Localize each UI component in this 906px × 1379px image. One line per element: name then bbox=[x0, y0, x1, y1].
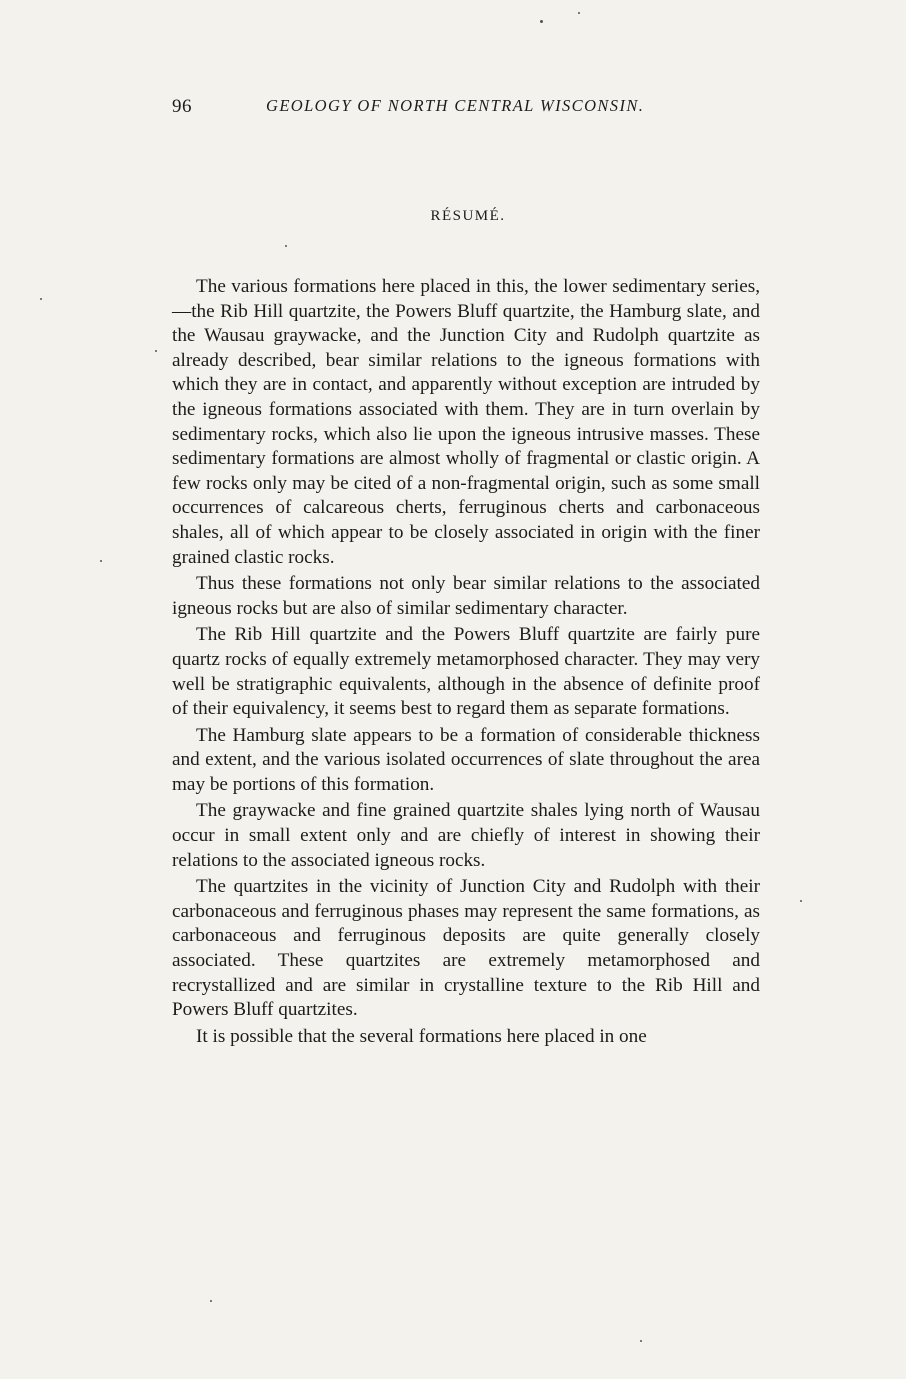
paragraph: The quartzites in the vicinity of Junction City and Rudolph with their carbonaceous and ferruginous phases may represent the same formations, as carbonaceous and ferruginous deposits are quite generally closely associated. These quartzites are extremely metamorphosed and recrystallized and are similar in crystalline texture to the Rib Hill and Powers Bluff quartzites. bbox=[172, 876, 760, 1021]
scan-speck bbox=[155, 350, 157, 352]
scan-speck bbox=[40, 298, 42, 300]
scan-speck bbox=[800, 900, 802, 902]
body-text bbox=[172, 275, 760, 1051]
paragraph: The Rib Hill quartzite and the Powers Bluff quartzite are fairly pure quartz rocks of equally extremely metamorphosed character. They may very well be stratigraphic equivalents, although in the absence of definite proof of their equivalency, it seems best to regard them as separate formations. bbox=[172, 624, 760, 720]
scan-speck bbox=[210, 1300, 212, 1302]
scan-speck bbox=[640, 1340, 642, 1342]
paragraph: The various formations here placed in this, the lower sedimentary series,—the Rib Hill quartzite, the Powers Bluff quartzite, the Hamburg slate, and the Wausau graywacke, and the Junction City and Rudolph quartzite as already described, bear similar relations to the igneous formations with which they are in contact, and apparently without exception are intruded by the igneous formations associated with them. They are in turn overlain by sedimentary rocks, which also lie upon the igneous intrusive masses. These sedimentary formations are almost wholly of fragmental or clastic origin. A few rocks only may be cited of a non-fragmental origin, such as some small occurrences of calcareous cherts, ferruginous cherts and carbonaceous shales, all of which appear to be closely associated in origin with the finer grained clastic rocks. bbox=[172, 276, 760, 568]
paragraph: The Hamburg slate appears to be a formation of considerable thickness and extent, and the various isolated occurrences of slate throughout the area may be portions of this formation. bbox=[172, 724, 760, 795]
page-number: 96 bbox=[172, 96, 192, 117]
scan-speck bbox=[578, 12, 580, 14]
scan-speck bbox=[285, 245, 287, 247]
paragraph: It is possible that the several formations here placed in one bbox=[196, 1025, 647, 1047]
scan-speck bbox=[540, 20, 543, 23]
scan-speck bbox=[100, 560, 102, 562]
running-header bbox=[172, 96, 762, 122]
paragraph: The graywacke and fine grained quartzite shales lying north of Wausau occur in small extent only and are chiefly of interest in showing their relations to the associated igneous rocks. bbox=[172, 800, 760, 871]
running-title: GEOLOGY OF NORTH CENTRAL WISCONSIN. bbox=[266, 96, 645, 115]
paragraph: Thus these formations not only bear similar relations to the associated igneous rocks but are also of similar sedimentary character. bbox=[172, 573, 760, 619]
section-title: RÉSUMÉ. bbox=[430, 208, 506, 224]
